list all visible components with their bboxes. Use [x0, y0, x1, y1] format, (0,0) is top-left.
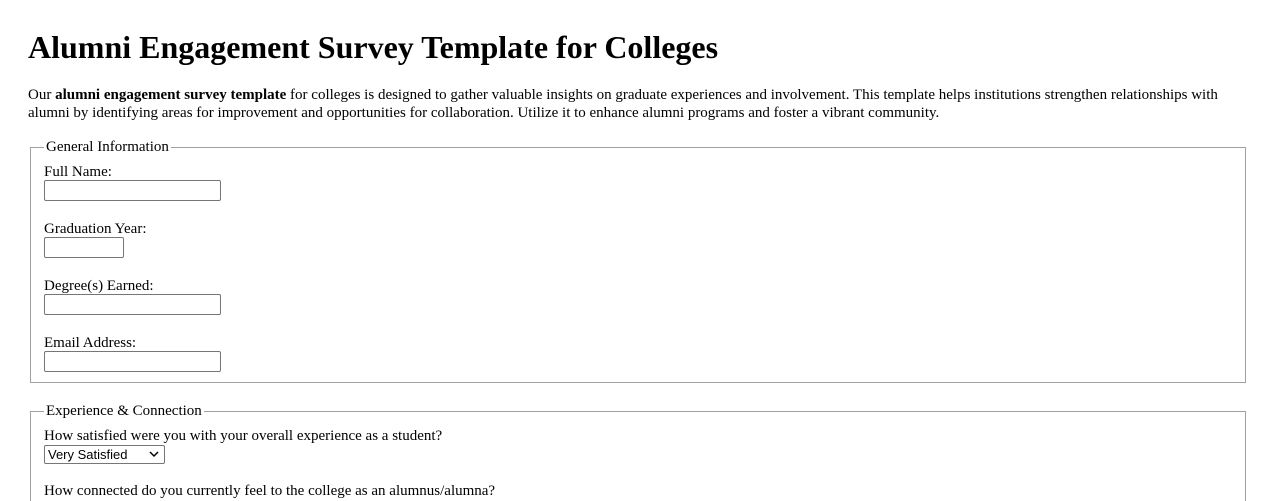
chevron-down-icon [148, 446, 160, 463]
satisfaction-select[interactable] [44, 445, 165, 464]
general-information-legend: General Information [46, 139, 169, 155]
degrees-earned-input[interactable] [44, 294, 221, 315]
satisfaction-label: How satisfied were you with your overall experience as a student? [44, 428, 443, 444]
full-name-label: Full Name: [44, 164, 112, 180]
satisfaction-selected-value: Very Satisfied [48, 447, 128, 462]
intro-prefix: Our [28, 87, 56, 103]
page-title: Alumni Engagement Survey Template for Colleges [28, 29, 719, 65]
general-information-fieldset [30, 139, 1246, 383]
intro-suffix: for colleges is designed to gather valuable insights on graduate experiences and involvement. This template helps institutions strengthen relationships with alumni by identifying areas for improvement and opportunities for collaboration. Utilize it to enhance alumni programs and foster a vibrant community. [28, 87, 1218, 121]
email-address-label: Email Address: [44, 335, 137, 351]
degrees-earned-label: Degree(s) Earned: [44, 278, 154, 294]
graduation-year-label: Graduation Year: [44, 221, 147, 237]
experience-connection-legend: Experience & Connection [46, 403, 202, 419]
connection-label: How connected do you currently feel to the college as an alumnus/alumna? [44, 483, 496, 499]
email-address-input[interactable] [44, 351, 221, 372]
intro-paragraph [28, 86, 1218, 122]
full-name-input[interactable] [44, 180, 221, 201]
experience-connection-fieldset [30, 403, 1246, 501]
intro-bold: alumni engagement survey template [55, 87, 287, 103]
graduation-year-input[interactable] [44, 237, 124, 258]
